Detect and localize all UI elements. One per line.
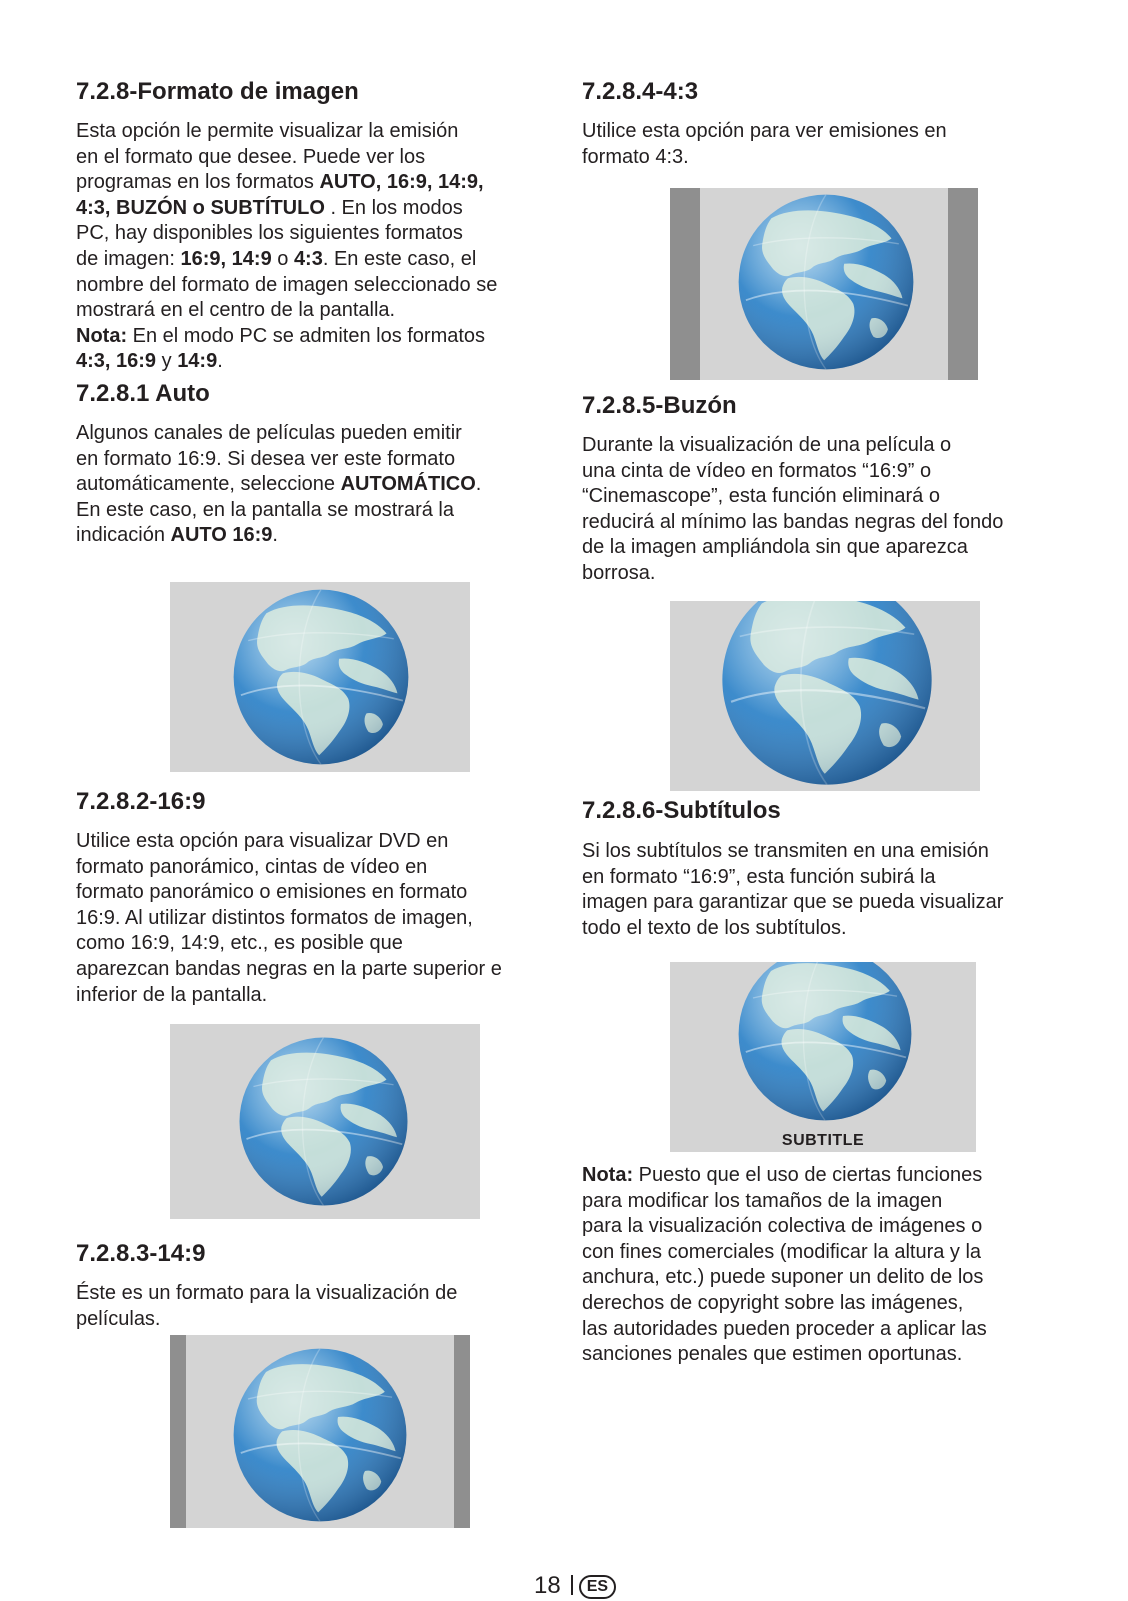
side-bar-left [170,1335,186,1528]
globe-illustration [735,191,917,373]
section-title-auto: 7.2.8.1 Auto [76,380,210,407]
figure-auto [170,582,470,772]
section-text-14-9: Éste es un formato para la visualización de películas. [76,1282,458,1330]
side-bar-left [670,188,700,380]
section-title-14-9: 7.2.8.3-14:9 [76,1240,206,1267]
section-title-buzon: 7.2.8.5-Buzón [582,392,737,419]
section-text-auto: Algunos canales de películas pueden emitir en formato 16:9. Si desea ver este formato automáticamente, seleccione AUTOMÁTICO. En este caso, en la pantalla se mostrará la indicación AUTO 16:9. [76,422,482,547]
figure-4-3 [670,188,978,380]
figure-subtitulos [670,962,976,1152]
footer-separator [571,1575,573,1595]
globe-illustration [230,586,412,768]
section-text-buzon: Durante la visualización de una película o una cinta de vídeo en formatos “16:9” o “Cinemascope”, esta función eliminará o reducirá al mínimo las bandas negras del fondo de la imagen ampliándola sin que aparezca borrosa. [582,434,1004,584]
section-title-16-9: 7.2.8.2-16:9 [76,788,206,815]
globe-illustration [230,1345,410,1525]
section-title-subtitulos: 7.2.8.6-Subtítulos [582,797,781,824]
section-title-formato-imagen: 7.2.8-Formato de imagen [76,78,359,105]
figure-14-9 [170,1335,470,1528]
section-title-4-3: 7.2.8.4-4:3 [582,78,699,105]
globe-illustration [718,601,936,789]
figure-buzon [670,601,980,791]
side-bar-right [948,188,978,380]
side-bar-right [454,1335,470,1528]
section-text-formato-imagen: Esta opción le permite visualizar la emisión en el formato que desee. Puede ver los programas en los formatos AUTO, 16:9, 14:9, 4:3, BUZÓN o SUBTÍTULO . En los modos PC, hay disponibles los siguientes formatos de imagen: 16:9, 14:9 o 4:3. En este caso, el nombre del formato de imagen seleccionado se mostrará en el centro de la pantalla. Nota: En el modo PC se admiten los formatos 4:3, 16:9 y 14:9. [76,120,498,373]
section-text-16-9: Utilice esta opción para visualizar DVD en formato panorámico, cintas de vídeo en formato panorámico o emisiones en formato 16:9. Al utilizar distintos formatos de imagen, como 16:9, 14:9, etc., es posible que aparezcan bandas negras en la parte superior e inferior de la pantalla. [76,830,502,1006]
page-number: 18 [534,1572,561,1599]
globe-illustration [735,962,915,1124]
language-badge: ES [579,1575,616,1599]
globe-illustration [236,1034,411,1209]
page-footer [534,1572,616,1600]
section-text-4-3: Utilice esta opción para ver emisiones en formato 4:3. [582,120,947,168]
figure-16-9 [170,1024,480,1219]
subtitle-caption: SUBTITLE [781,1132,865,1149]
note-copyright: Nota: Puesto que el uso de ciertas funciones para modificar los tamaños de la imagen para la visualización colectiva de imágenes o con fines comerciales (modificar la altura y la anchura, etc.) puede suponer un delito de los derechos de copyright sobre las imágenes, las autoridades pueden proceder a aplicar las sanciones penales que estimen oportunas. [582,1164,987,1366]
section-text-subtitulos: Si los subtítulos se transmiten en una emisión en formato “16:9”, esta función subirá la imagen para garantizar que se pueda visualizar todo el texto de los subtítulos. [582,840,1004,939]
